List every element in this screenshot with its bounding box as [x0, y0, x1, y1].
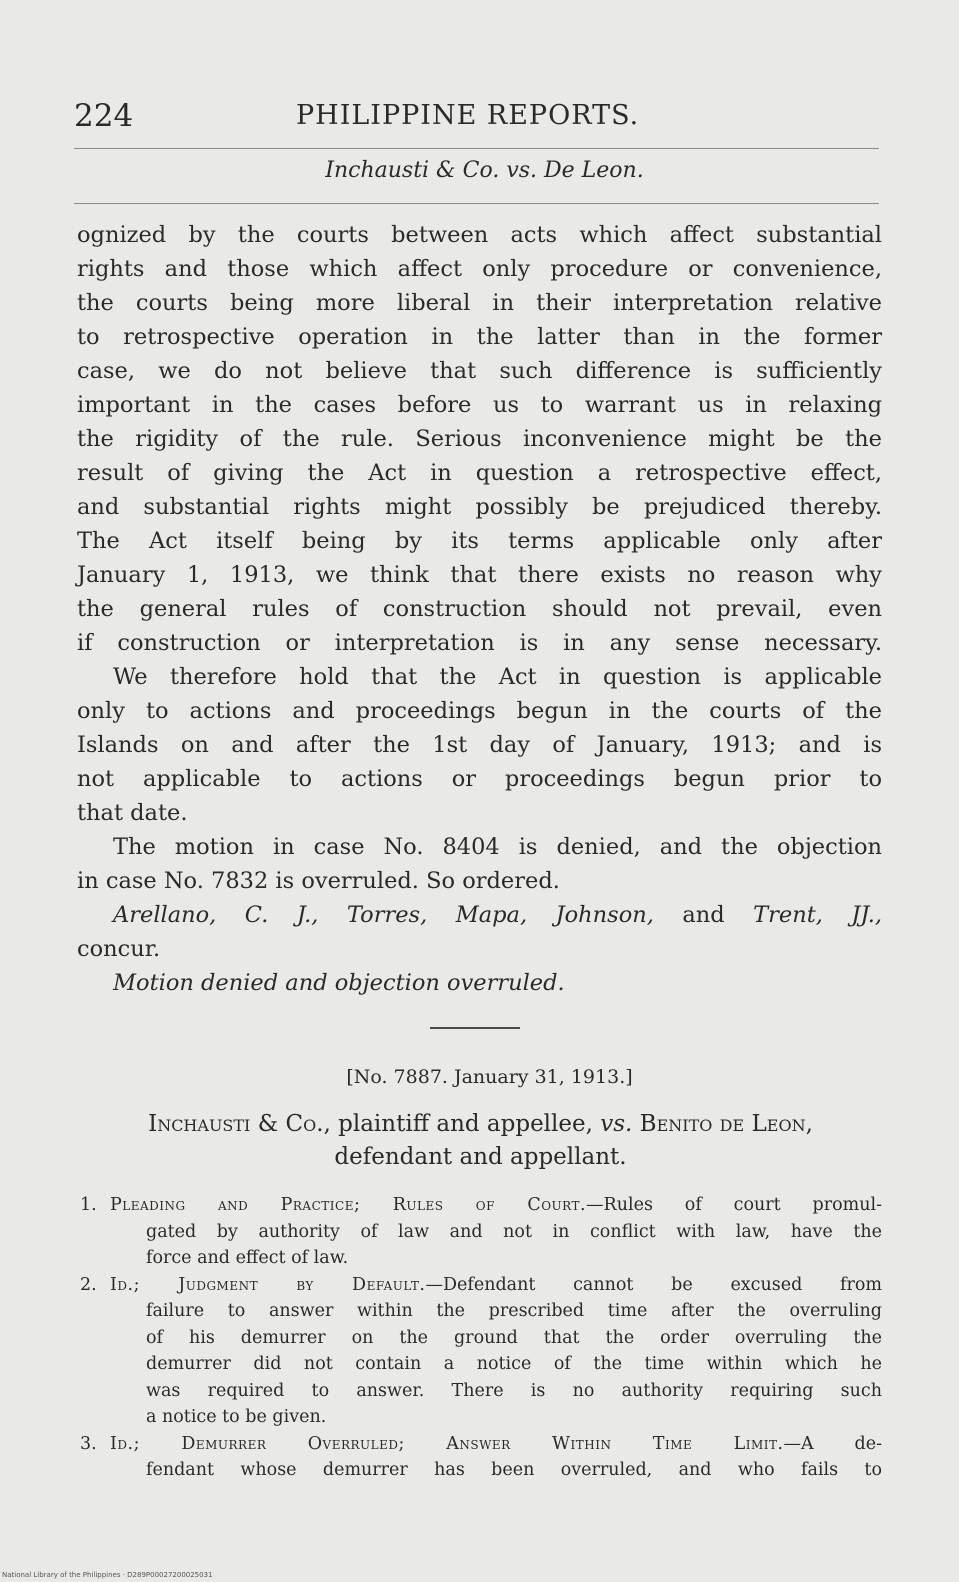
text-line: rights and those which affect only procedure or convenience,: [77, 256, 882, 282]
text-line: the general rules of construction should not prevail, even: [77, 596, 882, 622]
justice-names: Arellano, C. J., Torres, Mapa, Johnson,: [113, 902, 654, 928]
versus: vs.: [600, 1111, 633, 1137]
syllabus-line: of his demurrer on the ground that the order overruling the: [146, 1327, 882, 1348]
text-line: if construction or interpretation is in any sense necessary.: [77, 630, 882, 656]
syllabus-text: —Rules of court promul-: [586, 1195, 882, 1215]
syllabus-item: [80, 1431, 882, 1484]
syllabus-line: demurrer did not contain a notice of the time within which he: [146, 1354, 882, 1374]
syllabus-item: [80, 1192, 882, 1272]
syllabus-text: —A de-: [783, 1433, 882, 1454]
syllabus-line: [110, 1272, 882, 1299]
paragraph-3: [77, 830, 882, 898]
text-line: case, we do not believe that such difference is sufficiently: [77, 358, 882, 384]
syllabus-text: —Defendant cannot be excused from: [425, 1274, 882, 1295]
section-divider: [430, 1027, 520, 1029]
text-line: ognized by the courts between acts which affect substantial: [77, 222, 882, 248]
text-line: result of giving the Act in question a retrospective effect,: [77, 460, 882, 486]
syllabus-number: 2.: [80, 1274, 97, 1295]
paragraph-2: [77, 660, 882, 830]
syllabus-line: failure to answer within the prescribed time after the overruling: [146, 1301, 882, 1321]
syllabus-line: gated by authority of law and not in conflict with law, have the: [146, 1221, 882, 1242]
text-line: only to actions and proceedings begun in the courts of the: [77, 698, 882, 724]
syllabus-line: a notice to be given.: [146, 1407, 327, 1427]
syllabus-item: [80, 1272, 882, 1431]
concur-text: concur.: [77, 936, 161, 962]
concurring-justices: [77, 898, 882, 932]
running-title: PHILIPPINE REPORTS.: [296, 100, 640, 131]
plaintiff-role: plaintiff and appellee,: [338, 1111, 593, 1137]
syllabus-number: 1.: [80, 1195, 97, 1215]
text-line: the courts being more liberal in their interpretation relative: [77, 290, 882, 316]
text-line: The Act itself being by its terms applicable only after: [77, 528, 882, 554]
text-line: and substantial rights might possibly be prejudiced thereby.: [77, 494, 882, 520]
scan-footer: National Library of the Philippines · D289P00027200025031: [2, 1571, 213, 1579]
text-line: We therefore hold that the Act in question is applicable: [113, 664, 882, 690]
text-line: in case No. 7832 is overruled. So ordered.: [77, 868, 560, 894]
concurrence: [77, 898, 882, 966]
justice-last-name: Trent, JJ.,: [753, 902, 883, 928]
text-line: to retrospective operation in the latter than in the former: [77, 324, 882, 350]
opinion-text: [77, 218, 882, 1000]
defendant-name: Benito de Leon,: [639, 1111, 813, 1137]
header-rule-top: [74, 148, 879, 149]
text-line: the rigidity of the rule. Serious inconvenience might be the: [77, 426, 882, 452]
page-number: 224: [74, 98, 134, 134]
conjunction: and: [682, 902, 725, 928]
text-line: The motion in case No. 8404 is denied, and the objection: [113, 834, 882, 860]
syllabus-number: 3.: [80, 1433, 97, 1454]
paragraph-1: [77, 218, 882, 660]
syllabus-heading: Pleading and Practice; Rules of Court.: [110, 1195, 587, 1215]
text-line: not applicable to actions or proceedings begun prior to: [77, 766, 882, 792]
case-title: [80, 1108, 881, 1174]
syllabus: [80, 1192, 882, 1484]
syllabus-line: was required to answer. There is no authority requiring such: [146, 1380, 882, 1401]
syllabus-line: force and effect of law.: [146, 1248, 349, 1268]
syllabus-line: [110, 1431, 882, 1458]
plaintiff-name: Inchausti & Co.,: [148, 1111, 331, 1137]
page-header: [74, 98, 879, 138]
syllabus-heading: Id.; Judgment by Default.: [110, 1274, 426, 1295]
disposition: Motion denied and objection overruled.: [113, 970, 565, 996]
syllabus-line: fendant whose demurrer has been overruled, and who fails to: [146, 1460, 882, 1480]
defendant-role: defendant and appellant.: [334, 1144, 627, 1170]
text-line: that date.: [77, 800, 188, 826]
text-line: important in the cases before us to warrant us in relaxing: [77, 392, 882, 418]
syllabus-line: [110, 1192, 882, 1219]
text-line: January 1, 1913, we think that there exists no reason why: [77, 562, 882, 588]
header-rule-bottom: [74, 203, 879, 204]
text-line: Islands on and after the 1st day of January, 1913; and is: [77, 732, 882, 758]
case-number-date: [No. 7887. January 31, 1913.]: [346, 1066, 633, 1088]
syllabus-heading: Id.; Demurrer Overruled; Answer Within Time Limit.: [110, 1433, 784, 1454]
case-caption-header: Inchausti & Co. vs. De Leon.: [325, 158, 644, 183]
